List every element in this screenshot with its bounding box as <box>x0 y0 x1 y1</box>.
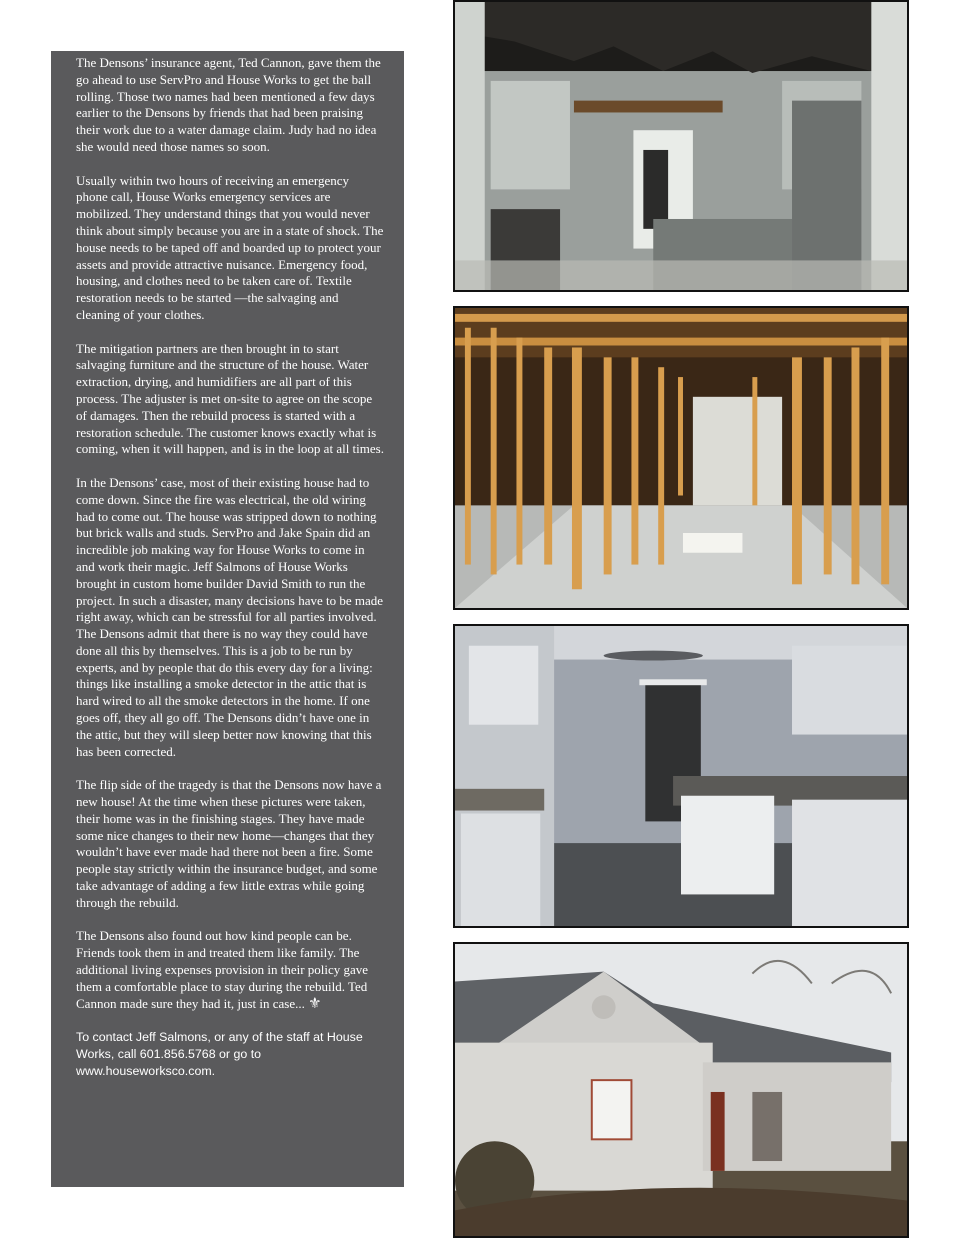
photo-fire-damaged-kitchen <box>453 0 909 292</box>
photo-rebuilt-kitchen <box>453 624 909 928</box>
contact-info: To contact Jeff Salmons, or any of the staff at House Works, call 601.856.5768 or go to www.houseworksco.com. <box>76 1030 363 1078</box>
article-paragraph-3: The mitigation partners are then brought in to start salvaging furniture and the structure of the house. Water extraction, drying, and humidifiers are all part of this process. The adjuster is met on-site to agree on the scope of damages. Then the rebuild process is started with a restoration schedule. The customer knows exactly what is coming, when it will happen, and is in the loop at all times. <box>76 340 384 457</box>
article-paragraph-closing <box>76 928 384 1012</box>
photo-finished-house-exterior <box>453 942 909 1238</box>
article-paragraph-1: The Densons’ insurance agent, Ted Cannon, gave them the go ahead to use ServPro and House Works to get the ball rolling. Those two names had been mentioned a few days earlier to the Densons by friends that had been praising their work due to a water damage claim. Judy had no idea she would need those names so soon. <box>76 55 381 154</box>
closing-text: The Densons also found out how kind people can be. Friends took them in and treated them like family. The additional living expenses provision in their policy gave them a comfortable place to stay during the rebuild. Ted Cannon made sure they had it, just in case... <box>76 928 369 1011</box>
article-paragraph-5: The flip side of the tragedy is that the Densons now have a new house! At the time when these pictures were taken, their home was in the finishing stages. They have made some nice changes to their new home—changes that they wouldn’t have ever made had there not been a fire. Some people stay strictly within the insurance budget, and some take advantage of adding a few little extras while going through the rebuild. <box>76 777 382 910</box>
fleur-de-lis-icon: ⚜ <box>308 995 322 1012</box>
article-paragraph-2: Usually within two hours of receiving an emergency phone call, House Works emergency services are mobilized. They understand things that you would never think about simply because you are in a state of shock. The house needs to be taped off and boarded up to protect your assets and provide attractive nuisance. Emergency food, housing, and clothes need to be taken care of. Textile restoration needs to be started —the salvaging and cleaning of your clothes. <box>76 172 384 322</box>
photo-house-stripped-to-studs <box>453 306 909 610</box>
article-paragraph-4: In the Densons’ case, most of their existing house had to come down. Since the fire was electrical, the old wiring had to come out. The house was stripped down to nothing but brick walls and studs. ServPro and Jake Spain did an incredible job making way for House Works to come in and work their magic. Jeff Salmons of House Works brought in custom home builder David Smith to run the project. In such a disaster, many decisions have to be made right away, which can be stressful for all parties involved. The Densons admit that there is no way they could have done all this by themselves. This is a job to be run by experts, and by people that do this every day for a living: things like installing a smoke detector in the attic that is hard wired to all the smoke detectors in the home. If one goes off, they all go off. The Densons didn’t have one in the attic, but they will sleep better now knowing that this has been corrected. <box>76 474 384 759</box>
article-text-panel <box>51 51 404 1187</box>
